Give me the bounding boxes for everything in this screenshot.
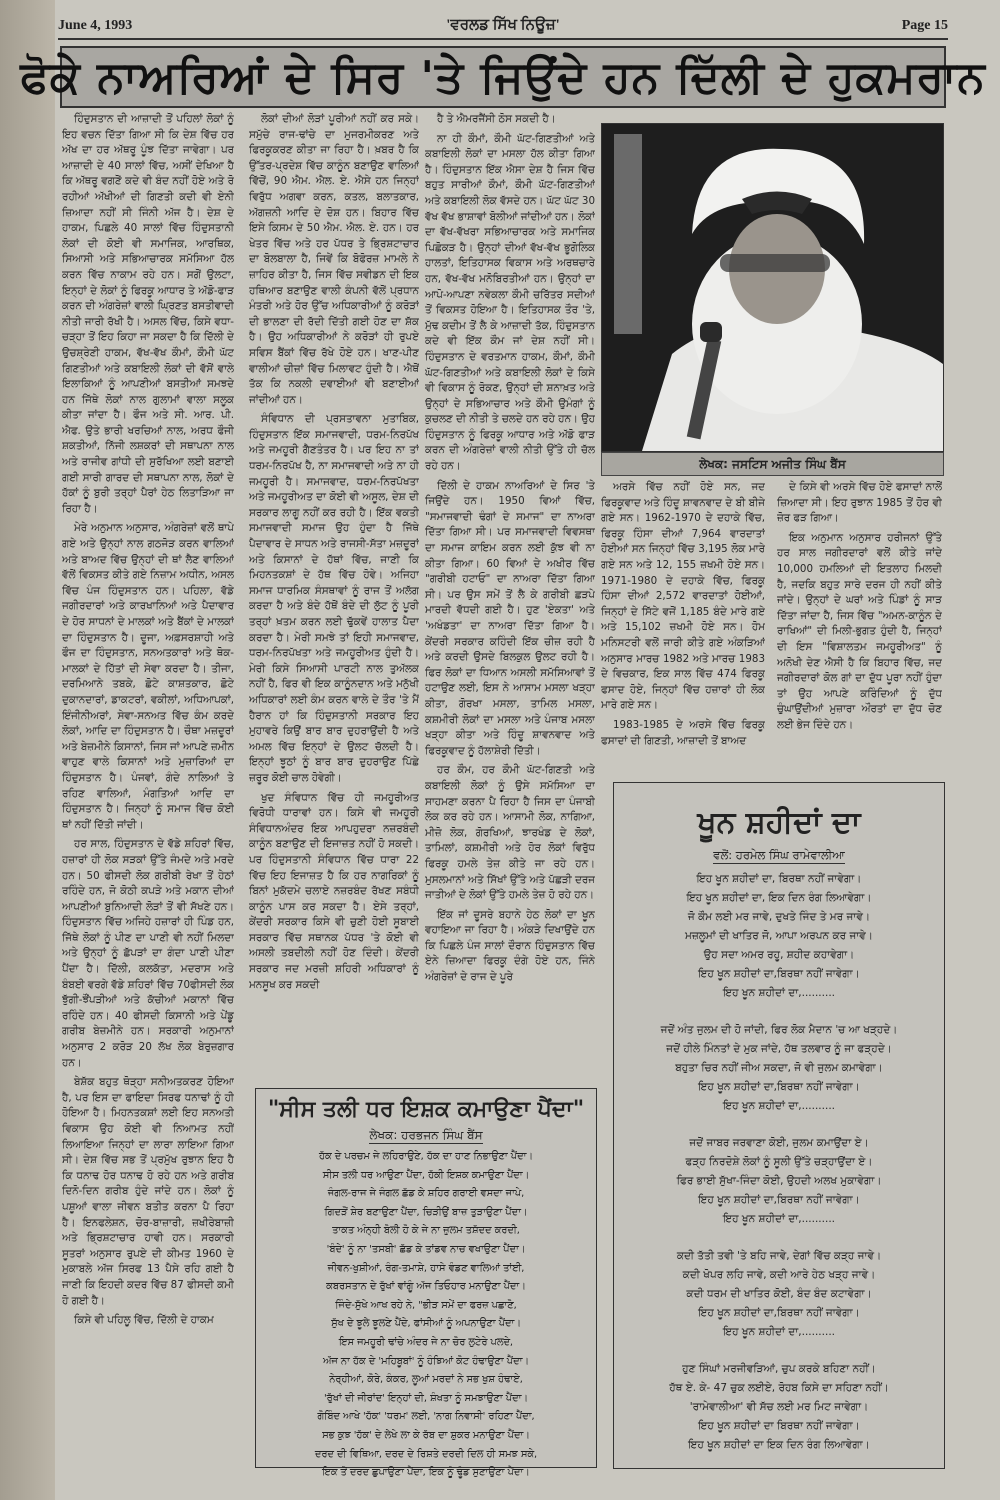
publication-title: 'ਵਰਲਡ ਸਿੱਖ ਨਿਊਜ਼' <box>446 17 560 33</box>
article-column-1 <box>62 112 234 1477</box>
paragraph: ਖੁਦ ਸੰਵਿਧਾਨ ਵਿੱਚ ਹੀ ਜਮਹੂਰੀਅਤ ਵਿਰੋਧੀ ਧਾਰਾਵਾਂ ਹਨ। ਕਿਸੇ ਵੀ ਜਮਹੂਰੀ ਸੰਵਿਧਾਨਅੰਦਰ ਇਕ ਆਪਹੁਦਰਾ ਨਜ਼ਰਬੰਦੀ ਕਾਨੂੰਨ ਬਣਾਉਣ ਦੀ ਇਜਾਜ਼ਤ ਨਹੀਂ ਹੋ ਸਕਦੀ। ਪਰ ਹਿੰਦੁਸਤਾਨੀ ਸੰਵਿਧਾਨ ਵਿੱਚ ਧਾਰਾ 22 ਵਿੱਚ ਇਹ ਇਜਾਜ਼ਤ ਹੈ ਕਿ ਹਰ ਨਾਗਰਿਕਾਂ ਨੂੰ ਬਿਨਾਂ ਮੁਕੱਦਮੇ ਚਲਾਏ ਨਜ਼ਰਬੰਦ ਰੱਖਣ ਸਬੰਧੀ ਕਾਨੂੰਨ ਪਾਸ ਕਰ ਸਕਦਾ ਹੈ। ਏਸੇ ਤਰ੍ਹਾਂ, ਕੇਂਦਰੀ ਸਰਕਾਰ ਕਿਸੇ ਵੀ ਚੁਣੀ ਹੋਈ ਸੂਬਾਈ ਸਰਕਾਰ ਵਿੱਚ ਸਥਾਨਕ ਪੱਧਰ 'ਤੇ ਕੋਈ ਵੀ ਅਸਲੀ ਤਬਦੀਲੀ ਨਹੀਂ ਹੋਣ ਦਿੰਦੀ। ਕੇਂਦਰੀ ਸਰਕਾਰ ਜਦ ਮਰਜ਼ੀ ਸ਼ਹਿਰੀ ਅਧਿਕਾਰਾਂ ਨੂੰ ਮਨਸੂਖ ਕਰ ਸਕਦੀ <box>249 791 419 991</box>
poem-box-sees-tali <box>255 1088 597 1479</box>
poem-line: 'ਰੁੱਖਾਂ ਦੀ ਜੀਰਾਂਦ' ਇਨ੍ਹਾਂ ਦੀ, ਸ਼ੰਖਤਾ ਨੂੰ ਸਮਝਾਉਣਾ ਪੈਂਦਾ। <box>323 1392 529 1404</box>
paragraph: 1983-1985 ਦੇ ਅਰਸੇ ਵਿੱਚ ਫਿਰਕੂ ਫਸਾਦਾਂ ਦੀ ਗਿਣਤੀ, ਆਜ਼ਾਦੀ ਤੋਂ ਬਾਅਦ <box>601 718 765 747</box>
paragraph: ਮੇਰੇ ਅਨੁਮਾਨ ਅਨੁਸਾਰ, ਅੰਗਰੇਜ਼ਾਂ ਵਲੋਂ ਥਾਪੇ ਗਏ ਅਤੇ ਉਨ੍ਹਾਂ ਨਾਲ ਗਠਜੋੜ ਕਰਨ ਵਾਲਿਆਂ ਅਤੇ ਬਾਅਦ ਵਿੱਚ ਉਨ੍ਹਾਂ ਦੀ ਥਾਂ ਲੈਣ ਵਾਲਿਆਂ ਵੱਲੋਂ ਵਿਕਸਤ ਕੀਤੇ ਗਏ ਨਿਜ਼ਾਮ ਅਧੀਨ, ਅਸਲ ਵਿੱਚ ਪੰਜ ਹਿੰਦੁਸਤਾਨ ਹਨ। ਪਹਿਲਾ, ਵੱਡੇ ਜਗੀਰਦਾਰਾਂ ਅਤੇ ਕਾਰਖਾਨਿਆਂ ਅਤੇ ਪੈਦਾਵਾਰ ਦੇ ਹੋਰ ਸਾਧਨਾਂ ਦੇ ਮਾਲਕਾਂ ਅਤੇ ਬੈਂਕਾਂ ਦੇ ਮਾਲਕਾਂ ਦਾ ਹਿੰਦੁਸਤਾਨ ਹੈ। ਦੂਜਾ, ਅਫ਼ਸਰਸ਼ਾਹੀ ਅਤੇ ਫੌਜ ਦਾ ਹਿੰਦੁਸਤਾਨ, ਸਨਅਤਕਾਰਾਂ ਅਤੇ ਥੋਕ-ਮਾਲਕਾਂ ਦੇ ਹਿੱਤਾਂ ਦੀ ਸੇਵਾ ਕਰਦਾ ਹੈ। ਤੀਜਾ, ਦਰਮਿਆਨੇ ਤਬਕੇ, ਛੋਟੇ ਕਾਸ਼ਤਕਾਰ, ਛੋਟੇ ਦੁਕਾਨਦਾਰਾਂ, ਡਾਕਟਰਾਂ, ਵਕੀਲਾਂ, ਅਧਿਆਪਕਾਂ, ਇੰਜੀਨੀਅਰਾਂ, ਸੇਵਾ-ਸਨਅਤ ਵਿੱਚ ਕੰਮ ਕਰਦੇ ਲੋਕਾਂ, ਆਦਿ ਦਾ ਹਿੰਦੁਸਤਾਨ ਹੈ। ਚੌਥਾ ਮਜ਼ਦੂਰਾਂ ਅਤੇ ਬੇਜ਼ਮੀਨੇ ਕਿਸਾਨਾਂ, ਜਿਸ ਜਾਂ ਆਪਣੇ ਜ਼ਮੀਨ ਵਾਹੁਣ ਵਾਲੇ ਕਿਸਾਨਾਂ ਅਤੇ ਮੁਜ਼ਾਰਿਆਂ ਦਾ ਹਿੰਦੁਸਤਾਨ ਹੈ। ਪੰਜਵਾਂ, ਗੰਦੇ ਨਾਲਿਆਂ ਤੇ ਰਹਿਣ ਵਾਲਿਆਂ, ਮੰਗਤਿਆਂ ਆਦਿ ਦਾ ਹਿੰਦੁਸਤਾਨ ਹੈ। ਜਿਨ੍ਹਾਂ ਨੂੰ ਸਮਾਜ ਵਿੱਚ ਕੋਈ ਥਾਂ ਨਹੀਂ ਦਿੱਤੀ ਜਾਂਦੀ। <box>62 522 234 831</box>
poem-title: ਖੂਨ ਸ਼ਹੀਦਾਂ ਦਾ <box>697 805 861 840</box>
poem-byline: ਲੇਖਕ: ਹਰਭਜਨ ਸਿੰਘ ਬੈਂਸ <box>369 1128 483 1142</box>
page-number: Page 15 <box>901 18 948 33</box>
poem-stanza <box>614 1021 944 1116</box>
poem-line: ਤਾਕਤ ਅੰਨ੍ਹੀ ਬੋਲੀ ਹੋ ਕੇ ਜੇ ਨਾ ਜ਼ੁਲਮ ਤਸ਼ੱਦਦ ਕਰਦੀ, <box>332 1225 520 1237</box>
paragraph: ਹੈ ਤੇ ਐਮਰਜੈਂਸੀ ਠੋਸ ਸਕਦੀ ਹੈ। <box>437 113 556 125</box>
poem-line: ਇਹ ਖੂਨ ਸ਼ਹੀਦਾਂ ਦਾ,ਬਿਰਥਾ ਨਹੀਂ ਜਾਵੇਗਾ। <box>698 1307 860 1319</box>
paragraph: ਦਿੱਲੀ ਦੇ ਹਾਕਮ ਨਾਅਰਿਆਂ ਦੇ ਸਿਰ 'ਤੇ ਜਿਉਂਦੇ ਹਨ। 1950 ਵਿਆਂ ਵਿੱਚ, "ਸਮਾਜਵਾਦੀ ਢੰਗਾਂ ਦੇ ਸਮਾਜ" ਦਾ ਨਾਅਰਾ ਦਿੱਤਾ ਗਿਆ ਸੀ। ਪਰ ਸਮਾਜਵਾਦੀ ਵਿਵਸਥਾ ਦਾ ਸਮਾਜ ਕਾਇਮ ਕਰਨ ਲਈ ਕੁੱਝ ਵੀ ਨਾ ਕੀਤਾ ਗਿਆ। 60 ਵਿਆਂ ਦੇ ਅਖੀਰ ਵਿੱਚ "ਗਰੀਬੀ ਹਟਾਓ" ਦਾ ਨਾਅਰਾ ਦਿੱਤਾ ਗਿਆ ਸੀ। ਪਰ ਉਸ ਸਮੇਂ ਤੋਂ ਲੈ ਕੇ ਗਰੀਬੀ ਛੜਪੇ ਮਾਰਦੀ ਵੱਧਦੀ ਗਈ ਹੈ। ਹੁਣ 'ਏਕਤਾ' ਅਤੇ 'ਅਖੰਡਤਾ' ਦਾ ਨਾਅਰਾ ਦਿੱਤਾ ਗਿਆ ਹੈ। ਕੇਂਦਰੀ ਸਰਕਾਰ ਕਹਿੰਦੀ ਇੱਕ ਚੀਜ਼ ਰਹੀ ਹੈ ਅਤੇ ਕਰਦੀ ਉਸਦੇ ਬਿਲਕੁਲ ਉਲਟ ਰਹੀ ਹੈ। ਫਿਰ ਲੋਕਾਂ ਦਾ ਧਿਆਨ ਅਸਲੀ ਸਮੱਸਿਆਵਾਂ ਤੋਂ ਹਟਾਉਣ ਲਈ, ਇਸ ਨੇ ਆਸਾਮ ਮਸਲਾ ਖੜ੍ਹਾ ਕੀਤਾ, ਗੋਰਖਾ ਮਸਲਾ, ਤਾਮਿਲ ਮਸਲਾ, ਕਸ਼ਮੀਰੀ ਲੋਕਾਂ ਦਾ ਮਸਲਾ ਅਤੇ ਪੰਜਾਬ ਮਸਲਾ ਖੜ੍ਹਾ ਕੀਤਾ ਅਤੇ ਹਿੰਦੂ ਸ਼ਾਵਨਵਾਦ ਅਤੇ ਫਿਰਕੂਵਾਦ ਨੂੰ ਹੱਲਾਸ਼ੇਰੀ ਦਿੱਤੀ। <box>425 479 595 757</box>
masthead <box>58 12 948 40</box>
poem-line: 'ਰਾਮੇਵਾਲੀਆ' ਵੀ ਸੱਚ ਲਈ ਮਰ ਮਿਟ ਜਾਵੇਗਾ। <box>689 1401 869 1413</box>
paragraph: ਕਿਸੇ ਵੀ ਪਹਿਲੂ ਵਿੱਚ, ਦਿੱਲੀ ਦੇ ਹਾਕਮ <box>74 1314 214 1327</box>
poem-line: ਜੀਵਨ-ਖੁਸ਼ੀਆਂ, ਰੰਗ-ਤਮਾਸ਼ੇ, ਹਾਸੇ ਵੰਡਣ ਵਾਲਿਆਂ ਤਾਂਈ, <box>327 1262 525 1274</box>
article-column-4 <box>601 480 765 760</box>
poem-line: ਫਿਰ ਭਾਈ ਸੁੱਖਾ-ਜਿੰਦਾ ਕੋਈ, ਉਹਦੀ ਅਲਖ ਮੁਕਾਵੇਗਾ। <box>676 1175 882 1187</box>
paragraph: ਸੰਵਿਧਾਨ ਦੀ ਪ੍ਰਸਤਾਵਨਾ ਮੁਤਾਬਿਕ, ਹਿੰਦੁਸਤਾਨ ਇੱਕ ਸਮਾਜਵਾਦੀ, ਧਰਮ-ਨਿਰਪੱਖ ਅਤੇ ਜਮਹੂਰੀ ਗੈਣਤੰਤਰ ਹੈ। ਪਰ ਇਹ ਨਾ ਤਾਂ ਧਰਮ-ਨਿਰਪੱਖ ਹੈ, ਨਾ ਸਮਾਜਵਾਦੀ ਅਤੇ ਨਾ ਹੀ ਜਮਹੂਰੀ ਹੈ। ਸਮਾਜਵਾਦ, ਧਰਮ-ਨਿਰਪੱਖਤਾ ਅਤੇ ਜਮਹੂਰੀਅਤ ਦਾ ਕੋਈ ਵੀ ਅਸੂਲ, ਦੇਸ਼ ਦੀ ਸਰਕਾਰ ਲਾਗੂ ਨਹੀਂ ਕਰ ਰਹੀ ਹੈ। ਇੱਕ ਵਕਤੀ ਸਮਾਜਵਾਦੀ ਸਮਾਜ ਉਹ ਹੁੰਦਾ ਹੈ ਜਿੱਥੇ ਪੈਦਾਵਾਰ ਦੇ ਸਾਧਨ ਅਤੇ ਰਾਜਸੀ-ਸੱਤਾ ਮਜ਼ਦੂਰਾਂ ਅਤੇ ਕਿਸਾਨਾਂ ਦੇ ਹੱਥਾਂ ਵਿੱਚ, ਜਾਣੀ ਕਿ ਮਿਹਨਤਕਸ਼ਾਂ ਦੇ ਹੱਥ ਵਿੱਚ ਹੋਵੇ। ਅਜਿਹਾ ਸਮਾਜ ਧਾਰਮਿਕ ਸੰਸਥਾਵਾਂ ਨੂੰ ਰਾਜ ਤੋਂ ਅਲੱਗ ਕਰਦਾ ਹੈ ਅਤੇ ਬੰਦੇ ਹੱਥੋਂ ਬੰਦੇ ਦੀ ਲੁੱਟ ਨੂੰ ਪੂਰੀ ਤਰ੍ਹਾਂ ਖ਼ਤਮ ਕਰਨ ਲਈ ਢੁੱਕਵੇਂ ਹਾਲਾਤ ਪੈਦਾ ਕਰਦਾ ਹੈ। ਮੇਰੀ ਸਮਝੇ ਤਾਂ ਇਹੀ ਸਮਾਜਵਾਦ, ਧਰਮ-ਨਿਰਪੱਖਤਾ ਅਤੇ ਜਮਹੂਰੀਅਤ ਹੁੰਦੀ ਹੈ। ਮੇਰੀ ਕਿਸੇ ਸਿਆਸੀ ਪਾਰਟੀ ਨਾਲ ਤੁਅੱਲਕ ਨਹੀਂ ਹੈ, ਫਿਰ ਵੀ ਇਕ ਕਾਨੂੰਨਦਾਨ ਅਤੇ ਮਨੁੱਖੀ ਅਧਿਕਾਰਾਂ ਲਈ ਕੰਮ ਕਰਨ ਵਾਲੇ ਦੇ ਤੌਰ 'ਤੇ ਮੈਂ ਹੈਰਾਨ ਹਾਂ ਕਿ ਹਿੰਦੁਸਤਾਨੀ ਸਰਕਾਰ ਇਹ ਮੁਹਾਵਰੇ ਕਿਉਂ ਬਾਰ ਬਾਰ ਦੁਹਰਾਉਂਦੀ ਹੈ ਅਤੇ ਅਮਲ ਵਿੱਚ ਇਨ੍ਹਾਂ ਦੇ ਉਲਟ ਚੱਲਦੀ ਹੈ। ਇਨ੍ਹਾਂ ਝੂਠਾਂ ਨੂੰ ਬਾਰ ਬਾਰ ਦੁਹਰਾਉਣ ਪਿੱਛੇ ਜ਼ਰੂਰ ਕੋਈ ਚਾਲ ਹੋਵੇਗੀ। <box>249 413 419 784</box>
poem-line: ਕਦੀ ਤੱਤੀ ਤਵੀ 'ਤੇ ਬਹਿ ਜਾਵੇ, ਦੇਗਾਂ ਵਿੱਚ ਕੜ੍ਹ ਜਾਵੇ। <box>676 1250 882 1262</box>
poem-line: ਮਜ਼ਲੂਮਾਂ ਦੀ ਖਾਤਿਰ ਜੋ, ਆਪਾ ਅਰਪਨ ਕਰ ਜਾਵੇ। <box>685 930 873 942</box>
page-fold-shadow <box>0 0 55 1500</box>
poem-byline: ਵਲੋਂ: ਹਰਮੇਲ ਸਿੰਘ ਰਾਮੇਵਾਲੀਆ <box>713 848 845 862</box>
paragraph: ਦੇ ਕਿਸੇ ਵੀ ਅਰਸੇ ਵਿੱਚ ਹੋਏ ਫਸਾਦਾਂ ਨਾਲੋਂ ਜ਼ਿਆਦਾ ਸੀ। ਇਹ ਰੁਝਾਨ 1985 ਤੋਂ ਹੋਰ ਵੀ ਜ਼ੋਰ ਫੜ ਗਿਆ। <box>777 481 942 525</box>
poem-line: ਜਦੋਂ ਜਾਬਰ ਜਰਵਾਣਾ ਕੋਈ, ਜੁਲਮ ਕਮਾਉਂਦਾ ਏ। <box>689 1137 869 1149</box>
issue-date: June 4, 1993 <box>58 18 133 33</box>
poem-line: ਹੱਕ ਦੇ ਪਰਚਮ ਜੇ ਲਹਿਰਾਉਣੇ, ਹੱਕ ਦਾ ਹਾਣ ਨਿਭਾਉਣਾ ਪੈਂਦਾ। <box>318 1151 534 1162</box>
poem-line: ਹੱਥ ਏ. ਕੇ- 47 ਚੁਕ ਲਈਏ, ਰੋਹਬ ਕਿਸੇ ਦਾ ਸਹਿਣਾ ਨਹੀਂ। <box>669 1382 889 1394</box>
poem-line: ਇਹ ਖੂਨ ਸ਼ਹੀਦਾਂ ਦਾ ਇਕ ਦਿਨ ਰੰਗ ਲਿਆਵੇਗਾ। <box>688 1439 870 1451</box>
poem-line: ਇਹ ਖੂਨ ਸ਼ਹੀਦਾਂ ਦਾ ਬਿਰਥਾ ਨਹੀਂ ਜਾਵੇਗਾ। <box>698 1420 860 1432</box>
headline-text: ਫੋਕੇ ਨਾਅਰਿਆਂ ਦੇ ਸਿਰ 'ਤੇ ਜਿਉਂਦੇ ਹਨ ਦਿੱਲੀ ਦੇ ਹੁਕਮਰਾਨ <box>20 51 986 103</box>
poem-stanza <box>614 1134 944 1229</box>
poem-line: ਇਹ ਖੂਨ ਸ਼ਹੀਦਾਂ ਦਾ, ਇਕ ਦਿਨ ਰੰਗ ਲਿਆਵੇਗਾ। <box>686 892 872 904</box>
poem-line: ਜੋ ਕੌਮ ਲਈ ਮਰ ਜਾਵੇ, ਦੁਖਤੇ ਜਿੰਦ ਤੇ ਮਰ ਜਾਵੇ। <box>687 911 871 923</box>
poem-line: 'ਬੰਦੇ' ਨੂੰ ਨਾ 'ਤਸਬੀ' ਛੱਡ ਕੇ ਤਾਂਡਵ ਨਾਚ ਵਖਾਉਣਾ ਪੈਂਦਾ। <box>326 1243 526 1255</box>
paragraph: ਬੇਸ਼ੱਕ ਬਹੁਤ ਥੋੜ੍ਹਾ ਸਨੀਅਤਕਰਣ ਹੋਇਆ ਹੈ, ਪਰ ਇਸ ਦਾ ਫਾਇਦਾ ਸਿਰਫ ਧਨਾਢਾਂ ਨੂੰ ਹੀ ਹੋਇਆ ਹੈ। ਮਿਹਨਤਕਸ਼ਾਂ ਲਈ ਇਹ ਸਨਅਤੀ ਵਿਕਾਸ ਉਹ ਕੋਈ ਵੀ ਨਿਆਮਤ ਨਹੀਂ ਲਿਆਇਆ ਜਿਨ੍ਹਾਂ ਦਾ ਲਾਰਾ ਲਾਇਆ ਗਿਆ ਸੀ। ਦੇਸ਼ ਵਿੱਚ ਸਭ ਤੋਂ ਪ੍ਰਮੁੱਖ ਰੁਝਾਨ ਇਹ ਹੈ ਕਿ ਧਨਾਢ ਹੋਰ ਧਨਾਢ ਹੋ ਰਹੇ ਹਨ ਅਤੇ ਗਰੀਬ ਦਿਨੋ-ਦਿਨ ਗਰੀਬ ਹੁੰਦੇ ਜਾਂਦੇ ਹਨ। ਲੋਕਾਂ ਨੂੰ ਪਸ਼ੂਆਂ ਵਾਲਾ ਜੀਵਨ ਬਤੀਤ ਕਰਨਾ ਪੈ ਰਿਹਾ ਹੈ। ਇਨਫਲੇਸ਼ਨ, ਚੋਰ-ਬਾਜ਼ਾਰੀ, ਜ਼ਖੀਰੇਬਾਜ਼ੀ ਅਤੇ ਭ੍ਰਿਸ਼ਟਾਚਾਰ ਹਾਵੀ ਹਨ। ਸਰਕਾਰੀ ਸੂਤਰਾਂ ਅਨੁਸਾਰ ਰੁਪਏ ਦੀ ਕੀਮਤ 1960 ਦੇ ਮੁਕਾਬਲੇ ਅੱਜ ਸਿਰਫ 13 ਪੈਸੇ ਰਹਿ ਗਈ ਹੈ ਜਾਣੀ ਕਿ ਇਹਦੀ ਕਦਰ ਵਿੱਚ 87 ਫੀਸਦੀ ਕਮੀ ਹੋ ਗਈ ਹੈ। <box>62 1076 234 1307</box>
poem-line: ਕਦੀ ਧਰਮ ਦੀ ਖਾਤਿਰ ਕੋਈ, ਬੰਦ ਬੰਦ ਕਟਾਵੇਗਾ। <box>686 1288 872 1300</box>
portrait-photo-icon <box>602 124 943 451</box>
article-column-2 <box>249 112 419 1057</box>
poem-line: ਉਹ ਸਦਾ ਅਮਰ ਰਹੂ, ਸ਼ਹੀਦ ਕਹਾਵੇਗਾ। <box>703 949 855 961</box>
poem-stanza <box>614 1360 944 1455</box>
poem-stanza <box>614 870 944 1003</box>
poem-line: ਇਹ ਖੂਨ ਸ਼ਹੀਦਾਂ ਦਾ,ਬਿਰਥਾ ਨਹੀਂ ਜਾਵੇਗਾ। <box>698 1194 860 1206</box>
paragraph: ਹਰ ਕੌਮ, ਹਰ ਕੌਮੀ ਘੱਟ-ਗਿਣਤੀ ਅਤੇ ਕਬਾਇਲੀ ਲੋਕਾਂ ਨੂੰ ਉਸੇ ਸਮੱਸਿਆ ਦਾ ਸਾਹਮਣਾ ਕਰਨਾ ਪੈ ਰਿਹਾ ਹੈ ਜਿਸ ਦਾ ਪੰਜਾਬੀ ਲੋਕ ਕਰ ਰਹੇ ਹਨ। ਆਸਾਮੀ ਲੋਕ, ਨਾਗਿਆ, ਮੀਜ਼ੋ ਲੋਕ, ਗੋਰਖਿਆਂ, ਝਾਰਖੰਡ ਦੇ ਲੋਕਾਂ, ਤਾਮਿਲਾਂ, ਕਸ਼ਮੀਰੀ ਅਤੇ ਹੋਰ ਲੋਕਾਂ ਵਿਰੁੱਧ ਫਿਰਕੂ ਹਮਲੇ ਤੇਜ਼ ਕੀਤੇ ਜਾ ਰਹੇ ਹਨ। ਮੁਸਲਮਾਨਾਂ ਅਤੇ ਸਿੱਖਾਂ ਉੱਤੇ ਅਤੇ ਪੱਛੜੀ ਦਰਜ ਜਾਤੀਆਂ ਦੇ ਲੋਕਾਂ ਉੱਤੇ ਹਮਲੇ ਤੇਜ਼ ਹੋ ਰਹੇ ਹਨ। <box>425 764 595 902</box>
poem-line: ਇਹ ਖੂਨ ਸ਼ਹੀਦਾਂ ਦਾ,ਬਿਰਥਾ ਨਹੀਂ ਜਾਵੇਗਾ। <box>698 968 860 980</box>
poem-line: ਇਸ ਜਮਹੂਰੀ ਢਾਂਚੇ ਅੰਦਰ ਜੇ ਨਾ ਚੋਰ ਲੁਟੇਰੇ ਪਲਦੇ, <box>338 1336 514 1348</box>
poem-line: ਇਹ ਖੂਨ ਸ਼ਹੀਦਾਂ ਦਾ,ਬਿਰਥਾ ਨਹੀਂ ਜਾਵੇਗਾ। <box>698 1081 860 1093</box>
poem-line: ਜੰਗਲ-ਰਾਜ ਜੇ ਜੰਗਲ ਛੱਡ ਕੇ ਸ਼ਹਿਰ ਗਰਾਈ ਵਸਦਾ ਜਾਪੇ, <box>327 1188 525 1200</box>
poem-line: ਕਬਰਸਤਾਨ ਦੇ ਰੁੱਖਾਂ ਵਾਂਗੂੰ ਅੱਜ ਤਿਓਹਾਰ ਮਨਾਉਣਾ ਪੈਂਦਾ। <box>326 1281 526 1293</box>
author-photo <box>601 123 944 452</box>
poem-title: "ਸੀਸ ਤਲੀ ਧਰ ਇਸ਼ਕ ਕਮਾਉਣਾ ਪੈਂਦਾ" <box>267 1097 585 1122</box>
poem-line: ਅੱਜ ਨਾ ਹੱਕ ਦੇ 'ਮਹਿਬੂਬਾਂ' ਨੂੰ ਹੰਝਿਆਂ ਕੋਟ ਹੰਢਾਉਣਾ ਪੈਂਦਾ। <box>323 1355 529 1367</box>
poem-box-khoon-shaheedan <box>613 782 945 1469</box>
poem-line: ਸਭ ਕੁਝ 'ਹੱਕ' ਦੇ ਲੇਖੇ ਲਾ ਕੇ ਰੱਬ ਦਾ ਸ਼ੁਕਰ ਮਨਾਉਣਾ ਪੈਂਦਾ। <box>322 1429 530 1441</box>
poem-line: ਸੀਸ ਤਲੀ ਧਰ ਆਉਣਾ ਪੈਂਦਾ, ਹੱਕੀ ਇਸ਼ਕ ਕਮਾਉਣਾ ਪੈਂਦਾ। <box>322 1169 530 1181</box>
poem-line: ਹੁਣ ਸਿੰਘਾਂ ਮਰਜੀਵੜਿਆਂ, ਚੁਪ ਕਰਕੇ ਬਹਿਣਾ ਨਹੀਂ। <box>682 1363 876 1375</box>
poem-line: ਇਹ ਖੂਨ ਸ਼ਹੀਦਾਂ ਦਾ,.......... <box>723 1100 835 1112</box>
poem-line: ਜਦੋਂ ਅੰਤ ਜੁਲਮ ਦੀ ਹੋ ਜਾਂਦੀ, ਫਿਰ ਲੋਕ ਮੈਦਾਨ 'ਚ ਆ ਖੜ੍ਹਦੇ। <box>660 1024 898 1036</box>
photo-caption: ਲੇਖਕ: ਜਸਟਿਸ ਅਜੀਤ ਸਿੰਘ ਬੈਂਸ <box>601 452 944 476</box>
poem-line: ਇਹ ਖੂਨ ਸ਼ਹੀਦਾਂ ਦਾ, ਬਿਰਥਾ ਨਹੀਂ ਜਾਵੇਗਾ। <box>696 873 862 885</box>
poem-line: ਇਹ ਖੂਨ ਸ਼ਹੀਦਾਂ ਦਾ,.......... <box>723 1326 835 1338</box>
poem-line: ਇਕ ਤੋਂ ਦਰਦ ਛੁਪਾਉਣਾ ਪੈਂਦਾ, ਇਕ ਨੂੰ ਢੂੰਡ ਸੁਣਾਉਣਾ ਪੈਂਦਾ। <box>322 1467 530 1479</box>
poem-line: ਕਦੀ ਖੋਪਰ ਲਹਿ ਜਾਵੇ, ਕਦੀ ਆਰੇ ਹੇਠ ਖੜ੍ਹ ਜਾਵੇ। <box>682 1269 876 1281</box>
poem-line: ਸੁੱਖ ਦੇ ਝੂਲੇ ਝੂਲਣੇ ਪੈਂਦੇ, ਫਾਂਸੀਆਂ ਨੂੰ ਅਪਨਾਉਣਾ ਪੈਂਦਾ। <box>331 1318 521 1330</box>
poem-line: ਬਹੁਤਾ ਚਿਰ ਨਹੀਂ ਜੀਅ ਸਕਦਾ, ਜੋ ਵੀ ਜੁਲਮ ਕਮਾਵੇਗਾ। <box>675 1062 883 1074</box>
poem-line: ਫੜ੍ਹ ਨਿਰਦੋਸ਼ੇ ਲੋਕਾਂ ਨੂੰ ਸੂਲੀ ਉੱਤੇ ਚੜ੍ਹਾਉਂਦਾ ਏ। <box>685 1156 873 1168</box>
paragraph: ਇਕ ਅਨੁਮਾਨ ਅਨੁਸਾਰ ਹਰੀਜਨਾਂ ਉੱਤੇ ਹਰ ਸਾਲ ਜਗੀਰਦਾਰਾਂ ਵਲੋਂ ਕੀਤੇ ਜਾਂਦੇ 10,000 ਹਮਲਿਆਂ ਦੀ ਇਤਲਾਹ ਮਿਲਦੀ ਹੈ, ਜਦਕਿ ਬਹੁਤ ਸਾਰੇ ਦਰਜ ਹੀ ਨਹੀਂ ਕੀਤੇ ਜਾਂਦੇ। ਉਨ੍ਹਾਂ ਦੇ ਘਰਾਂ ਅਤੇ ਪਿੰਡਾਂ ਨੂੰ ਸਾੜ ਦਿੱਤਾ ਜਾਂਦਾ ਹੈ, ਜਿਸ ਵਿੱਚ "ਅਮਨ-ਕਾਨੂੰਨ ਦੇ ਰਾਖਿਆਂ" ਦੀ ਮਿਲੀ-ਭੁਗਤ ਹੁੰਦੀ ਹੈ, ਜਿਨ੍ਹਾਂ ਦੀ ਇਸ "ਵਿਸ਼ਾਲਤਮ ਜਮਹੂਰੀਅਤ" ਨੂੰ ਅਨੋਖੀ ਦੇਣ ਐਸੀ ਹੈ ਕਿ ਬਿਹਾਰ ਵਿੱਚ, ਜਦ ਜਗੀਰਦਾਰਾਂ ਕੋਲ ਗਾਂ ਦਾ ਦੁੱਧ ਪੂਰਾ ਨਹੀਂ ਹੁੰਦਾ ਤਾਂ ਉਹ ਆਪਣੇ ਕਰਿੰਦਿਆਂ ਨੂੰ ਦੁੱਧ ਚੁੰਘਾਉਂਦੀਆਂ ਮੁਜ਼ਾਰਾ ਔਰਤਾਂ ਦਾ ਦੁੱਧ ਚੋਣ ਲਈ ਭੇਜ ਦਿੰਦੇ ਹਨ। <box>777 531 942 731</box>
poem-line: ਜਦੋਂ ਹੀਲੇ ਮਿੰਨਤਾਂ ਦੇ ਮੁਕ ਜਾਂਦੇ, ਹੱਥ ਤਲਵਾਰ ਨੂੰ ਜਾ ਫੜ੍ਹਦੇ। <box>666 1043 892 1055</box>
paragraph: ਇੱਕ ਜਾਂ ਦੂਸਰੇ ਬਹਾਨੇ ਹੇਠ ਲੋਕਾਂ ਦਾ ਖੂਨ ਵਹਾਇਆ ਜਾ ਰਿਹਾ ਹੈ। ਅੰਕੜੇ ਦਿਖਾਉਂਦੇ ਹਨ ਕਿ ਪਿਛਲੇ ਪੰਜ ਸਾਲਾਂ ਦੌਰਾਨ ਹਿੰਦੁਸਤਾਨ ਵਿੱਚ ਏਨੇ ਜ਼ਿਆਦਾ ਫਿਰਕੂ ਦੰਗੇ ਹੋਏ ਹਨ, ਜਿੰਨੇ ਅੰਗਰੇਜ਼ਾਂ ਦੇ ਰਾਜ ਦੇ ਪੂਰੇ <box>425 908 595 984</box>
poem-stanza <box>614 1247 944 1342</box>
article-column-3 <box>425 112 595 1057</box>
paragraph: ਅਰਸੇ ਵਿੱਚ ਨਹੀਂ ਹੋਏ ਸਨ, ਜਦ ਫਿਰਕੂਵਾਦ ਅਤੇ ਹਿੰਦੂ ਸ਼ਾਵਨਵਾਦ ਦੇ ਬੀ ਬੀਜੇ ਗਏ ਸਨ। 1962-1970 ਦੇ ਦਹਾਕੇ ਵਿੱਚ, ਫਿਰਕੂ ਹਿੰਸਾ ਦੀਆਂ 7,964 ਵਾਰਦਾਤਾਂ ਹੋਈਆਂ ਸਨ ਜਿਨ੍ਹਾਂ ਵਿੱਚ 3,195 ਲੋਕ ਮਾਰੇ ਗਏ ਸਨ ਅਤੇ 12, 155 ਜ਼ਖਮੀ ਹੋਏ ਸਨ। 1971-1980 ਦੇ ਦਹਾਕੇ ਵਿੱਚ, ਫਿਰਕੂ ਹਿੰਸਾ ਦੀਆਂ 2,572 ਵਾਰਦਾਤਾਂ ਹੋਈਆਂ, ਜਿਨ੍ਹਾਂ ਦੇ ਸਿੱਟੇ ਵਜੋਂ 1,185 ਬੰਦੇ ਮਾਰੇ ਗਏ ਅਤੇ 15,102 ਜ਼ਖਮੀ ਹੋਏ ਸਨ। ਹੋਮ ਮਨਿਸਟਰੀ ਵਲੋਂ ਜਾਰੀ ਕੀਤੇ ਗਏ ਅੰਕੜਿਆਂ ਅਨੁਸਾਰ ਮਾਰਚ 1982 ਅਤੇ ਮਾਰਚ 1983 ਦੇ ਵਿਚਕਾਰ, ਇਕ ਸਾਲ ਵਿੱਚ 474 ਫਿਰਕੂ ਫਸਾਦ ਹੋਏ, ਜਿਨ੍ਹਾਂ ਵਿੱਚ ਹਜ਼ਾਰਾਂ ਹੀ ਲੋਕ ਮਾਰੇ ਗਏ ਸਨ। <box>601 481 765 712</box>
poem-line: ਇਹ ਖੂਨ ਸ਼ਹੀਦਾਂ ਦਾ,.......... <box>723 987 835 999</box>
poem-line: ਗਿਦੜੋਂ ਸ਼ੇਰ ਬਣਾਉਣਾ ਪੈਂਦਾ, ਚਿੜੀਉਂ ਬਾਜ਼ ਤੁੜਾਉਣਾ ਪੈਂਦਾ। <box>324 1206 528 1218</box>
paragraph: ਹਿੰਦੁਸਤਾਨ ਦੀ ਆਜ਼ਾਦੀ ਤੋਂ ਪਹਿਲਾਂ ਲੋਕਾਂ ਨੂੰ ਇਹ ਵਚਨ ਦਿੱਤਾ ਗਿਆ ਸੀ ਕਿ ਦੇਸ਼ ਵਿੱਚ ਹਰ ਅੱਖ ਦਾ ਹਰ ਅੱਥਰੂ ਪੂੰਝ ਦਿੱਤਾ ਜਾਵੇਗਾ। ਪਰ ਆਜ਼ਾਦੀ ਦੇ 40 ਸਾਲਾਂ ਵਿੱਚ, ਅਸੀਂ ਦੇਖਿਆ ਹੈ ਕਿ ਅੱਥਰੂ ਵਗਣੋਂ ਕਦੇ ਵੀ ਬੰਦ ਨਹੀਂ ਹੋਏ ਅਤੇ ਰੋ ਰਹੀਆਂ ਅੱਖੀਆਂ ਦੀ ਗਿਣਤੀ ਕਦੀ ਵੀ ਏਨੀ ਜ਼ਿਆਦਾ ਨਹੀਂ ਸੀ ਜਿੰਨੀ ਅੱਜ ਹੈ। ਦੇਸ਼ ਦੇ ਹਾਕਮ, ਪਿਛਲੇ 40 ਸਾਲਾਂ ਵਿੱਚ ਹਿੰਦੁਸਤਾਨੀ ਲੋਕਾਂ ਦੀ ਕੋਈ ਵੀ ਸਮਾਜਿਕ, ਆਰਥਿਕ, ਸਿਆਸੀ ਅਤੇ ਸਭਿਆਚਾਰਕ ਸਮੱਸਿਆ ਹੱਲ ਕਰਨ ਵਿੱਚ ਨਾਕਾਮ ਰਹੇ ਹਨ। ਸਗੋਂ ਉਲਟਾ, ਇਨ੍ਹਾਂ ਦੇ ਲੋਕਾਂ ਨੂੰ ਫਿਰਕੂ ਆਧਾਰ ਤੇ ਅੱਡੋ-ਫਾੜ ਕਰਨ ਦੀ ਅੰਗਰੇਜ਼ਾਂ ਵਾਲੀ ਘ੍ਰਿਣਤ ਬਸਤੀਵਾਦੀ ਨੀਤੀ ਜਾਰੀ ਰੱਖੀ ਹੈ। ਅਸਲ ਵਿੱਚ, ਕਿਸੇ ਵਧਾ-ਚੜ੍ਹਾ ਤੋਂ ਇਹ ਕਿਹਾ ਜਾ ਸਕਦਾ ਹੈ ਕਿ ਦਿੱਲੀ ਦੇ ਉਚਸ਼੍ਰੇਣੀ ਹਾਕਮ, ਵੱਖ-ਵੱਖ ਕੌਮਾਂ, ਕੌਮੀ ਘੱਟ ਗਿਣਤੀਆਂ ਅਤੇ ਕਬਾਇਲੀ ਲੋਕਾਂ ਦੀ ਵੱਸੋਂ ਵਾਲੇ ਇਲਾਕਿਆਂ ਨੂੰ ਆਪਣੀਆਂ ਬਸਤੀਆਂ ਸਮਝਦੇ ਹਨ ਜਿੱਥੇ ਲੋਕਾਂ ਨਾਲ ਗੁਲਾਮਾਂ ਵਾਲਾ ਸਲੂਕ ਕੀਤਾ ਜਾਂਦਾ ਹੈ। ਫੌਜ ਅਤੇ ਸੀ. ਆਰ. ਪੀ. ਐਫ. ਉਤੇ ਭਾਰੀ ਖਰਚਿਆਂ ਨਾਲ, ਅਰਧ ਫੌਜੀ ਸ਼ਕਤੀਆਂ, ਨਿੱਜੀ ਲਸ਼ਕਰਾਂ ਦੀ ਸਥਾਪਨਾ ਨਾਲ ਅਤੇ ਰਾਜੀਵ ਗਾਂਧੀ ਦੀ ਸੁਰੱਖਿਆ ਲਈ ਬਣਾਈ ਗਈ ਸਾਰੀ ਗਾਰਦ ਦੀ ਸਥਾਪਨਾ ਨਾਲ, ਲੋਕਾਂ ਦੇ ਹੱਕਾਂ ਨੂੰ ਬੁਰੀ ਤਰ੍ਹਾਂ ਪੈਰਾਂ ਹੇਠ ਲਿਤਾੜਿਆ ਜਾ ਰਿਹਾ ਹੈ। <box>62 113 234 515</box>
headline-banner <box>20 46 986 108</box>
poem-line: ਨੇਰ੍ਹੀਆਂ, ਕੋਰੇ, ਕੰਕਰ, ਲੂਆਂ ਮਰਦਾਂ ਨੇ ਸਭ ਖੁਸ਼ ਹੰਢਾਏ, <box>329 1374 523 1386</box>
poem-line: ਜਿੰਦੇ-ਸੁੱਖੇ ਆਖ ਰਹੇ ਨੇ, "ਭੀੜ ਸਮੇਂ ਦਾ ਫਰਜ਼ ਪਛਾਣੋ, <box>335 1299 517 1311</box>
paragraph: ਨਾ ਹੀ ਕੌਮਾਂ, ਕੌਮੀ ਘੱਟ-ਗਿਣਤੀਆਂ ਅਤੇ ਕਬਾਇਲੀ ਲੋਕਾਂ ਦਾ ਮਸਲਾ ਹੱਲ ਕੀਤਾ ਗਿਆ ਹੈ। ਹਿੰਦੁਸਤਾਨ ਇੱਕ ਐਸਾ ਦੇਸ਼ ਹੈ ਜਿਸ ਵਿੱਚ ਬਹੁਤ ਸਾਰੀਆਂ ਕੌਮਾਂ, ਕੌਮੀ ਘੱਟ-ਗਿਣਤੀਆਂ ਅਤੇ ਕਬਾਇਲੀ ਲੋਕ ਵੱਸਦੇ ਹਨ। ਘੱਟ ਘੱਟ 30 ਵੱਖ ਵੱਖ ਭਾਸ਼ਾਵਾਂ ਬੋਲੀਆਂ ਜਾਂਦੀਆਂ ਹਨ। ਲੋਕਾਂ ਦਾ ਵੱਖ-ਵੱਖਰਾ ਸਭਿਆਚਾਰਕ ਅਤੇ ਸਮਾਜਿਕ ਪਿਛੋਕੜ ਹੈ। ਉਨ੍ਹਾਂ ਦੀਆਂ ਵੱਖ-ਵੱਖ ਭੂਗੋਲਿਕ ਹਾਲਤਾਂ, ਇਤਿਹਾਸਕ ਵਿਕਾਸ ਅਤੇ ਅਰਥਚਾਰੇ ਹਨ, ਵੱਖ-ਵੱਖ ਮਨੋਬਿਰਤੀਆਂ ਹਨ। ਉਨ੍ਹਾਂ ਦਾ ਆਪੋ-ਆਪਣਾ ਨਵੇਕਲਾ ਕੌਮੀ ਚਰਿੱਤਰ ਸਦੀਆਂ ਤੋਂ ਵਿਕਸਤ ਹੋਇਆ ਹੈ। ਇਤਿਹਾਸਕ ਤੌਰ 'ਤੇ, ਮੁੱਢ ਕਦੀਮ ਤੋਂ ਲੈ ਕੇ ਆਜ਼ਾਦੀ ਤੱਕ, ਹਿੰਦੁਸਤਾਨ ਕਦੇ ਵੀ ਇੱਕ ਕੌਮ ਜਾਂ ਦੇਸ਼ ਨਹੀਂ ਸੀ। ਹਿੰਦੁਸਤਾਨ ਦੇ ਵਰਤਮਾਨ ਹਾਕਮ, ਕੌਮਾਂ, ਕੌਮੀ ਘੱਟ-ਗਿਣਤੀਆਂ ਅਤੇ ਕਬਾਇਲੀ ਲੋਕਾਂ ਦੇ ਕਿਸੇ ਵੀ ਵਿਕਾਸ ਨੂੰ ਰੋਕਣ, ਉਨ੍ਹਾਂ ਦੀ ਸ਼ਨਾਖ਼ਤ ਅਤੇ ਉਨ੍ਹਾਂ ਦੇ ਸਭਿਆਚਾਰ ਅਤੇ ਕੌਮੀ ਉਮੰਗਾਂ ਨੂੰ ਕੁਚਲਣ ਦੀ ਨੀਤੀ ਤੇ ਚਲਦੇ ਹਨ ਰਹੇ ਹਨ। ਉਹ ਹਿੰਦੁਸਤਾਨ ਨੂੰ ਫਿਰਕੂ ਆਧਾਰ ਅਤੇ ਅੱਡੋ ਫਾੜ ਕਰਨ ਦੀ ਅੰਗਰੇਜ਼ਾਂ ਵਾਲੀ ਨੀਤੀ ਉੱਤੇ ਹੀ ਚੱਲ ਰਹੇ ਹਨ। <box>425 132 595 473</box>
article-column-5 <box>777 480 942 745</box>
paragraph: ਹਰ ਸਾਲ, ਹਿੰਦੁਸਤਾਨ ਦੇ ਵੱਡੇ ਸ਼ਹਿਰਾਂ ਵਿੱਚ, ਹਜ਼ਾਰਾਂ ਹੀ ਲੋਕ ਸੜਕਾਂ ਉੱਤੇ ਜੰਮਦੇ ਅਤੇ ਮਰਦੇ ਹਨ। 50 ਫੀਸਦੀ ਲੋਕ ਗਰੀਬੀ ਰੇਖਾ ਤੋਂ ਹੇਠਾਂ ਰਹਿੰਦੇ ਹਨ, ਜੋ ਕੋਠੀ ਕਪੜੇ ਅਤੇ ਮਕਾਨ ਦੀਆਂ ਆਪਣੀਆਂ ਬੁਨਿਆਦੀ ਲੋੜਾਂ ਤੋਂ ਵੀ ਸੱਖਣੇ ਹਨ। ਹਿੰਦੁਸਤਾਨ ਵਿੱਚ ਅਜਿਹੇ ਹਜ਼ਾਰਾਂ ਹੀ ਪਿੰਡ ਹਨ, ਜਿੱਥੇ ਲੋਕਾਂ ਨੂੰ ਪੀਣ ਦਾ ਪਾਣੀ ਵੀ ਨਹੀਂ ਮਿਲਦਾ ਅਤੇ ਉਨ੍ਹਾਂ ਨੂੰ ਛੱਪੜਾਂ ਦਾ ਗੰਦਾ ਪਾਣੀ ਪੀਣਾ ਪੈਂਦਾ ਹੈ। ਦਿੱਲੀ, ਕਲਕੱਤਾ, ਮਦਰਾਸ ਅਤੇ ਬੰਬਈ ਵਰਗੇ ਵੱਡੇ ਸ਼ਹਿਰਾਂ ਵਿੱਚ 70ਫੀਸਦੀ ਲੋਕ ਝੁੱਗੀ-ਝੌਂਪੜੀਆਂ ਅਤੇ ਕੱਚੀਆਂ ਮਕਾਨਾਂ ਵਿੱਚ ਰਹਿੰਦੇ ਹਨ। 40 ਫੀਸਦੀ ਕਿਸਾਨੀ ਅਤੇ ਪੇਂਡੂ ਗਰੀਬ ਬੇਜ਼ਮੀਨੇ ਹਨ। ਸਰਕਾਰੀ ਅਨੁਮਾਨਾਂ ਅਨੁਸਾਰ 2 ਕਰੋੜ 20 ਲੱਖ ਲੋਕ ਬੇਰੁਜ਼ਗਾਰ ਹਨ। <box>62 838 234 1069</box>
poem-line: ਦਰਦ ਦੀ ਵਿਥਿਆ, ਦਰਦ ਦੇ ਰਿਸ਼ਤੇ ਦਰਦੀ ਦਿਲ ਹੀ ਸਮਝ ਸਕੇ, <box>314 1448 538 1460</box>
poem-line: ਇਹ ਖੂਨ ਸ਼ਹੀਦਾਂ ਦਾ,.......... <box>723 1213 835 1225</box>
paragraph: ਲੋਕਾਂ ਦੀਆਂ ਲੋੜਾਂ ਪੂਰੀਆਂ ਨਹੀਂ ਕਰ ਸਕੇ। ਸਮੁੱਚੇ ਰਾਜ-ਢਾਂਚੇ ਦਾ ਮੁਜਰਮੀਕਰਣ ਅਤੇ ਫਿਰਕੂਕਰਣ ਕੀਤਾ ਜਾ ਰਿਹਾ ਹੈ। ਖ਼ਬਰ ਹੈ ਕਿ ਉੱਤਰ-ਪ੍ਰਦੇਸ਼ ਵਿੱਚ ਕਾਨੂੰਨ ਬਣਾਉਣ ਵਾਲਿਆਂ ਵਿੱਚੋਂ, 90 ਐਮ. ਐਲ. ਏ. ਐਸੇ ਹਨ ਜਿਨ੍ਹਾਂ ਵਿਰੁੱਧ ਅਗਵਾ ਕਰਨ, ਕਤਲ, ਬਲਾਤਕਾਰ, ਅੱਗਜ਼ਨੀ ਆਦਿ ਦੇ ਦੋਸ਼ ਹਨ। ਬਿਹਾਰ ਵਿੱਚ ਇਸੇ ਕਿਸਮ ਦੇ 50 ਐਮ. ਐਲ. ਏ. ਹਨ। ਹਰ ਖੇਤਰ ਵਿੱਚ ਅਤੇ ਹਰ ਪੱਧਰ ਤੇ ਭ੍ਰਿਸ਼ਟਾਚਾਰ ਦਾ ਬੋਲਬਾਲਾ ਹੈ, ਜਿਵੇਂ ਕਿ ਬੋਫੋਰਜ਼ ਮਾਮਲੇ ਨੇ ਜ਼ਾਹਿਰ ਕੀਤਾ ਹੈ, ਜਿਸ ਵਿੱਚ ਸਵੀਡਨ ਦੀ ਇਕ ਹਥਿਆਰ ਬਣਾਉਣ ਵਾਲੀ ਕੰਪਨੀ ਵੱਲੋਂ ਪ੍ਰਧਾਨ ਮੰਤਰੀ ਅਤੇ ਹੋਰ ਉੱਚ ਅਧਿਕਾਰੀਆਂ ਨੂੰ ਕਰੋੜਾਂ ਦੀ ਭਾਲਣਾ ਦੀ ਰੱਦੀ ਦਿੱਤੀ ਗਈ ਹੋਣ ਦਾ ਸ਼ੱਕ ਹੈ। ਉਹ ਅਧਿਕਾਰੀਆਂ ਨੇ ਕਰੋੜਾਂ ਹੀ ਰੁਪਏ ਸਵਿਸ ਬੈਂਕਾਂ ਵਿੱਚ ਰੱਖੇ ਹੋਏ ਹਨ। ਖਾਣ-ਪੀਣ ਵਾਲੀਆਂ ਚੀਜ਼ਾਂ ਵਿੱਚ ਮਿਲਾਵਟ ਹੁੰਦੀ ਹੈ। ਐਥੋਂ ਤੱਕ ਕਿ ਨਕਲੀ ਦਵਾਈਆਂ ਵੀ ਬਣਾਈਆਂ ਜਾਂਦੀਆਂ ਹਨ। <box>249 113 419 406</box>
poem-line: ਗੋਬਿੰਦ ਆਖੇ 'ਹੱਕ' 'ਧਰਮ' ਲਈ, 'ਨਾਗ ਨਿਵਾਸੀ' ਰਹਿਣਾ ਪੈਂਦਾ, <box>317 1411 535 1423</box>
